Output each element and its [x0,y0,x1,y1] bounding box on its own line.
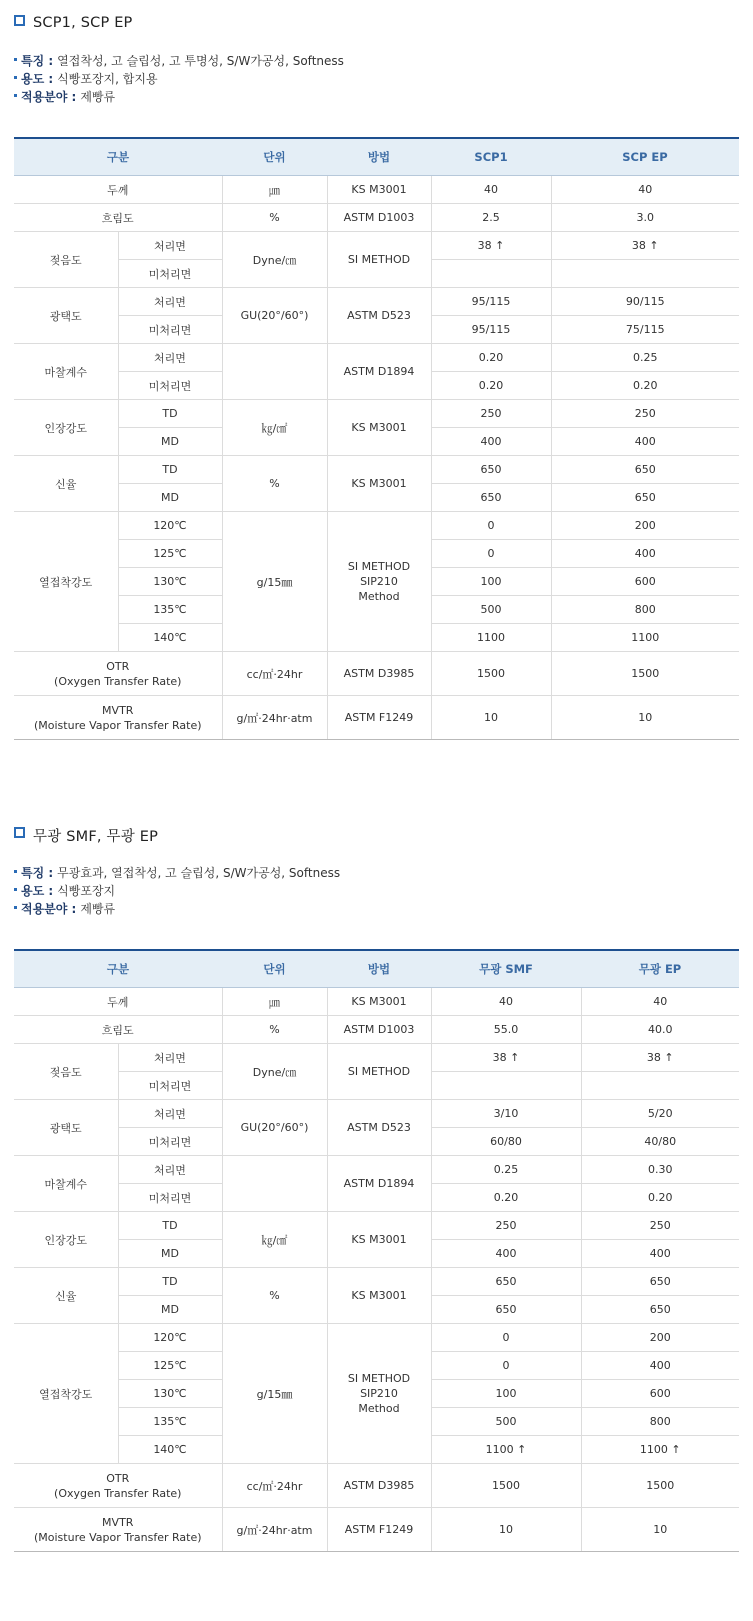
feature-list [14,864,739,918]
otr-label [14,1464,222,1508]
mvtr-label [14,696,222,740]
table-cell: 400 [581,1352,739,1380]
table-cell: 미처리면 [118,260,222,288]
table-cell: TD [118,400,222,428]
cell-text-line: OTR [106,659,130,673]
table-cell: 400 [551,540,739,568]
table-cell: 75/115 [551,316,739,344]
table-cell: g/15㎜ [222,512,327,652]
table-cell: KS M3001 [327,1212,431,1268]
table-cell: 처리면 [118,1156,222,1184]
table-cell: 100 [431,568,551,596]
mvtr-label [14,1508,222,1552]
feature-value: 식빵포장지, 합지용 [57,72,158,86]
table-cell: ASTM D3985 [327,1464,431,1508]
table-cell: 400 [431,428,551,456]
table-cell: MD [118,1296,222,1324]
table-cell: 3.0 [551,204,739,232]
table-cell: 미처리면 [118,1128,222,1156]
cell-text-line: (Oxygen Transfer Rate) [54,1486,182,1500]
table-cell: 55.0 [431,1016,581,1044]
bullet-dot-icon [14,906,17,909]
table-row [14,344,739,372]
table-cell: 처리면 [118,288,222,316]
table-cell: 0.20 [431,372,551,400]
table-cell: 흐림도 [14,204,222,232]
square-bullet-icon [14,15,25,26]
table-cell: 신율 [14,1268,118,1324]
table-row [14,1156,739,1184]
table-cell: 125℃ [118,540,222,568]
table-cell: TD [118,1212,222,1240]
table-cell: 650 [431,1296,581,1324]
table-cell: Dyne/㎝ [222,232,327,288]
table-cell: 120℃ [118,1324,222,1352]
table-cell: 200 [581,1324,739,1352]
table-row [14,1268,739,1296]
table-row [14,1016,739,1044]
table-cell: 650 [431,484,551,512]
table-row [14,232,739,260]
table-cell: GU(20°/60°) [222,288,327,344]
table-cell: % [222,456,327,512]
feature-label: 적용분야 : [21,902,77,916]
table-row [14,1044,739,1072]
table-cell: 광택도 [14,1100,118,1156]
table-cell: SI METHOD [327,1044,431,1100]
table-cell: cc/㎡·24hr [222,652,327,696]
table-cell: g/㎡·24hr·atm [222,696,327,740]
table-cell: MD [118,484,222,512]
table-cell: 38 ↑ [581,1044,739,1072]
table-cell [551,260,739,288]
cell-text-line: MVTR [102,1515,134,1529]
table-cell: 130℃ [118,1380,222,1408]
header-category: 구분 [14,950,222,988]
table-cell: 0 [431,1324,581,1352]
table-cell [581,1072,739,1100]
table-cell: 40/80 [581,1128,739,1156]
bullet-dot-icon [14,888,17,891]
feature-value: 식빵포장지 [57,884,116,898]
square-bullet-icon [14,827,25,838]
table-cell [431,1072,581,1100]
table-row [14,400,739,428]
table-cell: 130℃ [118,568,222,596]
feature-label: 용도 : [21,884,54,898]
table-cell: 처리면 [118,1044,222,1072]
section-title-text: 무광 SMF, 무광 EP [33,828,159,845]
table-cell: 미처리면 [118,1072,222,1100]
table-cell: KS M3001 [327,400,431,456]
table-cell: ㎏/㎠ [222,400,327,456]
feature-value: 열접착성, 고 슬립성, 고 투명성, S/W가공성, Softness [57,54,344,68]
table-cell: 125℃ [118,1352,222,1380]
table-row [14,652,739,696]
table-cell: % [222,1016,327,1044]
table-cell: ASTM F1249 [327,696,431,740]
feature-label: 용도 : [21,72,54,86]
header-product-b: 무광 EP [581,950,739,988]
table-cell: ㎛ [222,176,327,204]
table-cell: 5/20 [581,1100,739,1128]
header-product-a: SCP1 [431,138,551,176]
table-cell: ASTM D1894 [327,1156,431,1212]
table-cell: ASTM D523 [327,1100,431,1156]
table-cell: 0.30 [581,1156,739,1184]
table-cell: 마찰계수 [14,344,118,400]
table-cell: ASTM D3985 [327,652,431,696]
header-method: 방법 [327,138,431,176]
table-row [14,288,739,316]
table-cell: 0 [431,540,551,568]
bullet-dot-icon [14,58,17,61]
table-cell: 광택도 [14,288,118,344]
table-cell: 250 [581,1212,739,1240]
table-cell: 650 [581,1268,739,1296]
cell-text-line: SI METHOD [347,1372,411,1385]
table-cell: cc/㎡·24hr [222,1464,327,1508]
feature-value: 제빵류 [80,90,116,104]
table-cell: TD [118,1268,222,1296]
table-cell: 400 [551,428,739,456]
table-cell: 1500 [431,1464,581,1508]
header-product-b: SCP EP [551,138,739,176]
section-1 [14,12,739,732]
table-cell: 600 [581,1380,739,1408]
otr-label [14,652,222,696]
table-cell: 38 ↑ [431,232,551,260]
table-cell: 열접착강도 [14,512,118,652]
table-cell: 미처리면 [118,316,222,344]
table-cell [222,344,327,400]
table-cell: 젖음도 [14,1044,118,1100]
feature-item [14,52,739,70]
table-cell: 0.25 [551,344,739,372]
cell-text-line: MVTR [102,703,134,717]
table-cell: 0.20 [581,1184,739,1212]
cell-text-line: SI METHOD [347,560,411,573]
feature-item [14,882,739,900]
table-cell: ㎛ [222,988,327,1016]
section-2 [14,824,739,1544]
table-cell: TD [118,456,222,484]
table-cell [222,1156,327,1212]
table-cell: 140℃ [118,624,222,652]
table-cell: 90/115 [551,288,739,316]
table-row [14,1464,739,1508]
table-cell: 미처리면 [118,372,222,400]
cell-text-line: OTR [106,1471,130,1485]
table-row [14,176,739,204]
table-cell: 40.0 [581,1016,739,1044]
table-row [14,988,739,1016]
table-row [14,1324,739,1352]
table-cell: 500 [431,1408,581,1436]
table-cell: 두께 [14,988,222,1016]
table-cell: 1500 [551,652,739,696]
table-cell: 처리면 [118,344,222,372]
table-row [14,512,739,540]
table-cell: SI METHOD [327,232,431,288]
table-cell: g/15㎜ [222,1324,327,1464]
feature-item [14,88,739,106]
feature-item [14,70,739,88]
table-cell: 10 [431,1508,581,1552]
table-cell: 인장강도 [14,1212,118,1268]
table-cell: ASTM F1249 [327,1508,431,1552]
table-cell [431,260,551,288]
table-cell: 1100 [551,624,739,652]
feature-value: 무광효과, 열접착성, 고 슬립성, S/W가공성, Softness [57,866,341,880]
table-header-row [14,138,739,176]
table-cell: 600 [551,568,739,596]
table-cell: 650 [551,484,739,512]
table-cell: 400 [431,1240,581,1268]
header-unit: 단위 [222,138,327,176]
cell-text-line: SIP210 [360,1387,398,1400]
feature-value: 제빵류 [80,902,116,916]
table-cell: 38 ↑ [431,1044,581,1072]
table-cell: 200 [551,512,739,540]
table-cell: ㎏/㎠ [222,1212,327,1268]
table-cell: ASTM D523 [327,288,431,344]
table-cell: MD [118,428,222,456]
table-cell: 1500 [581,1464,739,1508]
table-cell: 40 [431,988,581,1016]
table-cell: MD [118,1240,222,1268]
table-row [14,696,739,740]
table-cell: KS M3001 [327,456,431,512]
feature-label: 특징 : [21,866,54,880]
table-cell: 250 [551,400,739,428]
table-cell: 10 [581,1508,739,1552]
table-cell: Dyne/㎝ [222,1044,327,1100]
table-cell: 650 [431,456,551,484]
cell-text-line: (Moisture Vapor Transfer Rate) [33,1530,202,1544]
section-title [14,12,739,34]
table-cell: % [222,204,327,232]
table-cell: 40 [581,988,739,1016]
table-cell: 처리면 [118,232,222,260]
table-cell: ASTM D1003 [327,1016,431,1044]
table-cell: 250 [431,400,551,428]
table-cell: ASTM D1003 [327,204,431,232]
feature-item [14,864,739,882]
table-cell: 38 ↑ [551,232,739,260]
table-cell: GU(20°/60°) [222,1100,327,1156]
table-cell: 0 [431,1352,581,1380]
table-cell: 135℃ [118,1408,222,1436]
section-title-text: SCP1, SCP EP [33,15,133,31]
table-cell: 10 [431,696,551,740]
table-cell: 500 [431,596,551,624]
table-cell: 0.20 [431,1184,581,1212]
table-row [14,456,739,484]
table-cell: 1100 [431,624,551,652]
table-cell: 0.20 [431,344,551,372]
table-cell: 140℃ [118,1436,222,1464]
table-cell: 0 [431,512,551,540]
table-cell: KS M3001 [327,176,431,204]
feature-label: 적용분야 : [21,90,77,104]
table-cell: 40 [431,176,551,204]
table-row [14,1100,739,1128]
table-cell: g/㎡·24hr·atm [222,1508,327,1552]
table-cell: 1500 [431,652,551,696]
table-header-row [14,950,739,988]
table-cell: 젖음도 [14,232,118,288]
table-row [14,1212,739,1240]
table-cell: 650 [431,1268,581,1296]
cell-text-line: (Oxygen Transfer Rate) [54,674,182,688]
table-cell: 10 [551,696,739,740]
bullet-dot-icon [14,870,17,873]
table-cell: 미처리면 [118,1184,222,1212]
table-row [14,1508,739,1552]
seal-method [327,1324,431,1464]
table-cell: 2.5 [431,204,551,232]
table-cell: KS M3001 [327,988,431,1016]
table-cell: 650 [551,456,739,484]
table-cell: 두께 [14,176,222,204]
table-cell: 95/115 [431,288,551,316]
table-cell: ASTM D1894 [327,344,431,400]
table-cell: 400 [581,1240,739,1268]
table-cell: 95/115 [431,316,551,344]
header-unit: 단위 [222,950,327,988]
table-cell: 250 [431,1212,581,1240]
table-cell: 800 [581,1408,739,1436]
cell-text-line: Method [358,1402,400,1415]
table-cell: 흐림도 [14,1016,222,1044]
table-cell: 60/80 [431,1128,581,1156]
header-product-a: 무광 SMF [431,950,581,988]
table-row [14,204,739,232]
table-cell: 처리면 [118,1100,222,1128]
table-cell: 열접착강도 [14,1324,118,1464]
cell-text-line: Method [358,590,400,603]
seal-method [327,512,431,652]
spec-table [14,137,739,740]
table-cell: 0.25 [431,1156,581,1184]
table-cell: 0.20 [551,372,739,400]
bullet-dot-icon [14,76,17,79]
table-cell: 135℃ [118,596,222,624]
table-cell: 800 [551,596,739,624]
bullet-dot-icon [14,94,17,97]
table-cell: 100 [431,1380,581,1408]
table-cell: 인장강도 [14,400,118,456]
table-cell: % [222,1268,327,1324]
table-cell: 신율 [14,456,118,512]
feature-list [14,52,739,106]
table-cell: 650 [581,1296,739,1324]
table-cell: KS M3001 [327,1268,431,1324]
feature-item [14,900,739,918]
cell-text-line: (Moisture Vapor Transfer Rate) [33,718,202,732]
table-cell: 1100 ↑ [431,1436,581,1464]
section-title [14,824,739,846]
table-cell: 40 [551,176,739,204]
cell-text-line: SIP210 [360,575,398,588]
spec-table [14,949,739,1552]
feature-label: 특징 : [21,54,54,68]
header-category: 구분 [14,138,222,176]
table-cell: 1100 ↑ [581,1436,739,1464]
header-method: 방법 [327,950,431,988]
table-cell: 마찰계수 [14,1156,118,1212]
table-cell: 3/10 [431,1100,581,1128]
table-cell: 120℃ [118,512,222,540]
